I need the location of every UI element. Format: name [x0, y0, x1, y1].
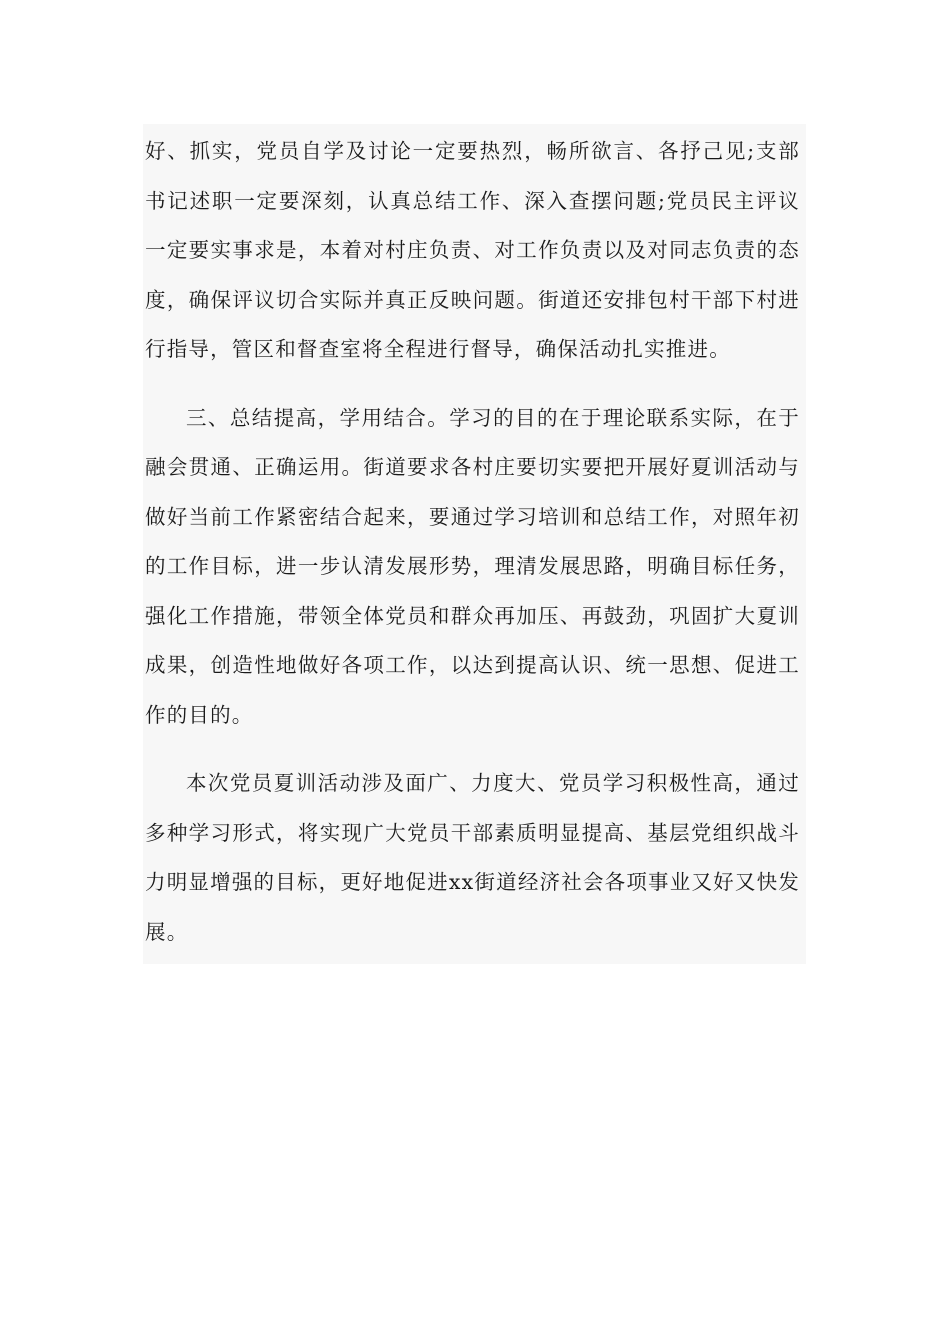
paragraph-continuation: 好、抓实，党员自学及讨论一定要热烈，畅所欲言、各抒己见;支部书记述职一定要深刻，认真总结工作、深入查摆问题;党员民主评议一定要实事求是，本着对村庄负责、对工作负责以及对同志负责的态度，确保评议切合实际并真正反映问题。街道还安排包村干部下村进行指导，管区和督查室将全程进行督导，确保活动扎实推进。	[145, 139, 800, 361]
document-body	[143, 124, 806, 964]
paragraph-section-three: 三、总结提高，学用结合。学习的目的在于理论联系实际，在于融会贯通、正确运用。街道要求各村庄要切实要把开展好夏训活动与做好当前工作紧密结合起来，要通过学习培训和总结工作，对照年初的工作目标，进一步认清发展形势，理清发展思路，明确目标任务，强化工作措施，带领全体党员和群众再加压、再鼓劲，巩固扩大夏训成果，创造性地做好各项工作，以达到提高认识、统一思想、促进工作的目的。	[145, 405, 800, 727]
paragraph-conclusion: 本次党员夏训活动涉及面广、力度大、党员学习积极性高，通过多种学习形式，将实现广大党员干部素质明显提高、基层党组织战斗力明显增强的目标，更好地促进xx街道经济社会各项事业又好又快发展。	[145, 771, 800, 944]
